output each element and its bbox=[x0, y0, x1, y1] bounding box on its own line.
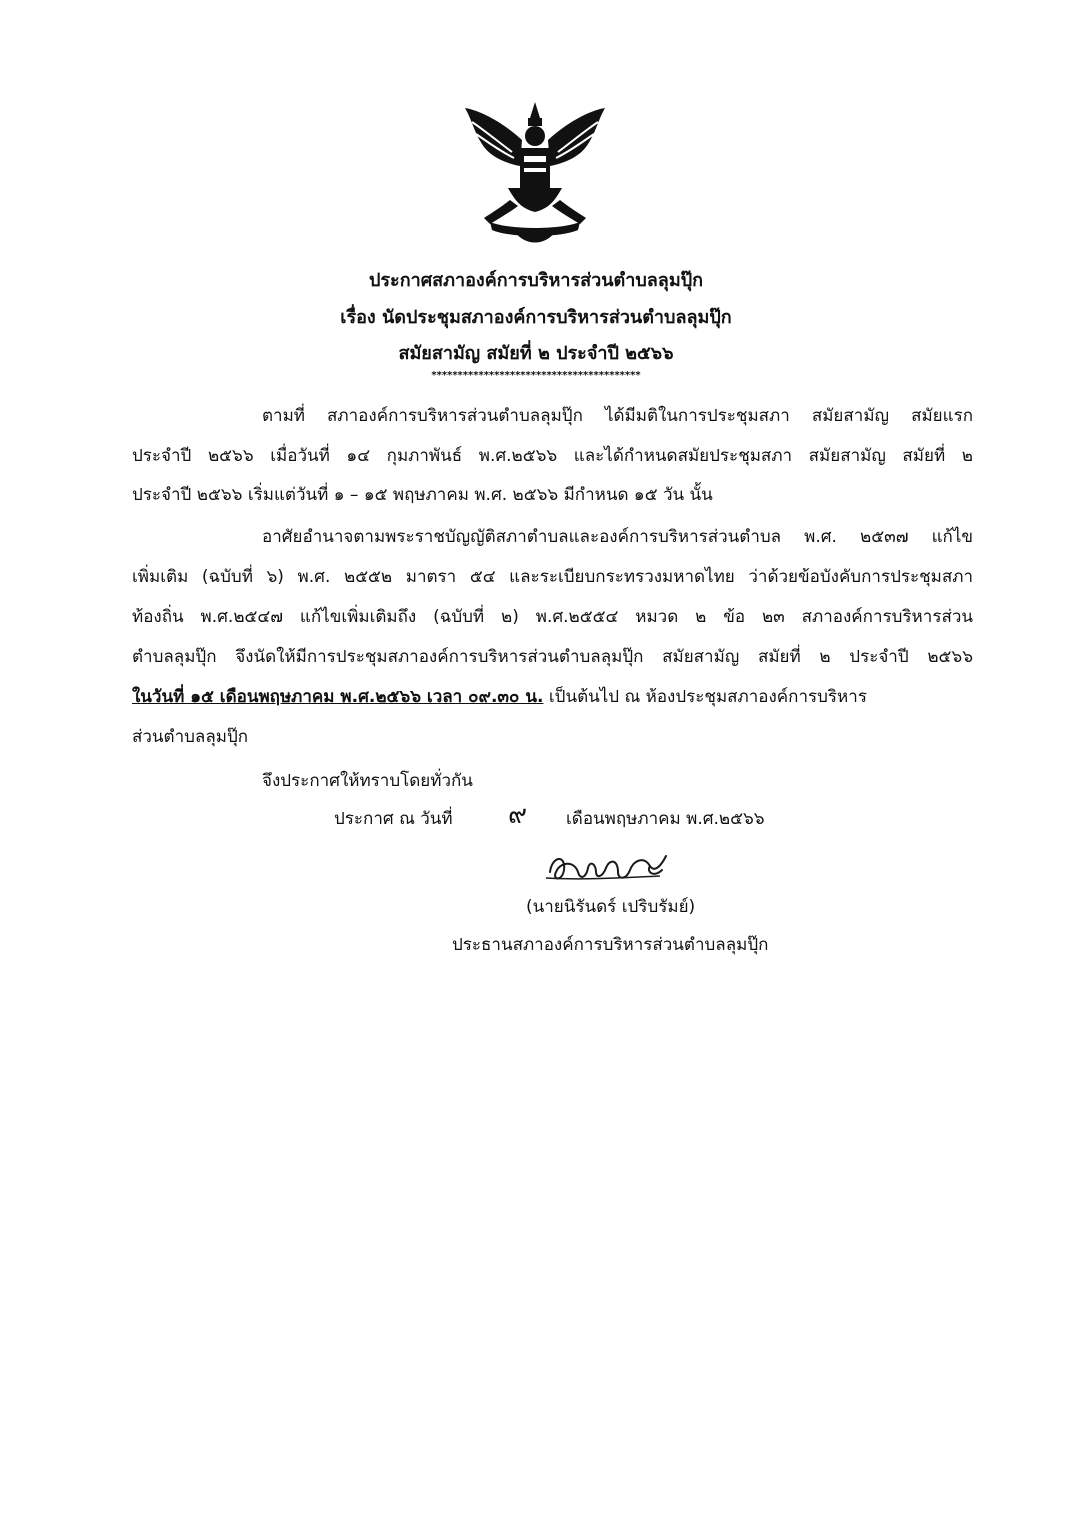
meeting-date-time: ในวันที่ ๑๕ เดือนพฤษภาคม พ.ศ.๒๕๖๖ เวลา ๐๙.๓๐ น. bbox=[132, 687, 544, 707]
paragraph1-line2: ประจำปี ๒๕๖๖ เมื่อวันที่ ๑๔ กุมภาพันธ์ พ.ศ.๒๕๖๖ และได้กำหนดสมัยประชุมสภา สมัยสามัญ สมัยที่ ๒ bbox=[132, 446, 973, 466]
signature-icon bbox=[540, 842, 680, 892]
paragraph2-line2: เพิ่มเติม (ฉบับที่ ๖) พ.ศ. ๒๕๕๒ มาตรา ๕๔ และระเบียบกระทรวงมหาดไทย ว่าด้วยข้อบังคับการประชุมสภา bbox=[132, 567, 973, 587]
paragraph2-line5 bbox=[132, 686, 973, 708]
paragraph2-line3: ท้องถิ่น พ.ศ.๒๕๔๗ แก้ไขเพิ่มเติมถึง (ฉบับที่ ๒) พ.ศ.๒๕๕๔ หมวด ๒ ข้อ ๒๓ สภาองค์การบริหารส่วน bbox=[132, 607, 973, 627]
session-name: สมัยสามัญ สมัยที่ ๒ ประจำปี ๒๕๖๖ bbox=[398, 343, 674, 364]
dated-prefix: ประกาศ ณ วันที่ bbox=[334, 809, 453, 829]
paragraph2-line4: ตำบลลุมปุ๊ก จึงนัดให้มีการประชุมสภาองค์การบริหารส่วนตำบลลุมปุ๊ก สมัยสามัญ สมัยที่ ๒ ประจำปี ๒๕๖๖ bbox=[132, 647, 973, 667]
closing-statement: จึงประกาศให้ทราบโดยทั่วกัน bbox=[262, 771, 473, 791]
paragraph2-line1: อาศัยอำนาจตามพระราชบัญญัติสภาตำบลและองค์การบริหารส่วนตำบล พ.ศ. ๒๕๓๗ แก้ไข bbox=[262, 527, 973, 547]
paragraph1-line3: ประจำปี ๒๕๖๖ เริ่มแต่วันที่ ๑ – ๑๕ พฤษภาคม พ.ศ. ๒๕๖๖ มีกำหนด ๑๕ วัน นั้น bbox=[132, 485, 713, 505]
signatory-name: (นายนิรันดร์ เปริบรัมย์) bbox=[526, 897, 696, 917]
paragraph2-line6: ส่วนตำบลลุมปุ๊ก bbox=[132, 727, 249, 747]
announcement-title: ประกาศสภาองค์การบริหารส่วนตำบลลุมปุ๊ก bbox=[368, 270, 704, 291]
star-divider: **************************************** bbox=[431, 370, 641, 381]
announcement-subject: เรื่อง นัดประชุมสภาองค์การบริหารส่วนตำบลลุมปุ๊ก bbox=[340, 307, 732, 328]
paragraph1-line1: ตามที่ สภาองค์การบริหารส่วนตำบลลุมปุ๊ก ได้มีมติในการประชุมสภา สมัยสามัญ สมัยแรก bbox=[262, 406, 973, 426]
dated-day: ๙ bbox=[508, 800, 528, 830]
signatory-title: ประธานสภาองค์การบริหารส่วนตำบลลุมปุ๊ก bbox=[452, 935, 769, 955]
meeting-location: เป็นต้นไป ณ ห้องประชุมสภาองค์การบริหาร bbox=[543, 687, 867, 707]
garuda-emblem-icon bbox=[460, 100, 610, 248]
dated-month-year: เดือนพฤษภาคม พ.ศ.๒๕๖๖ bbox=[566, 809, 765, 829]
